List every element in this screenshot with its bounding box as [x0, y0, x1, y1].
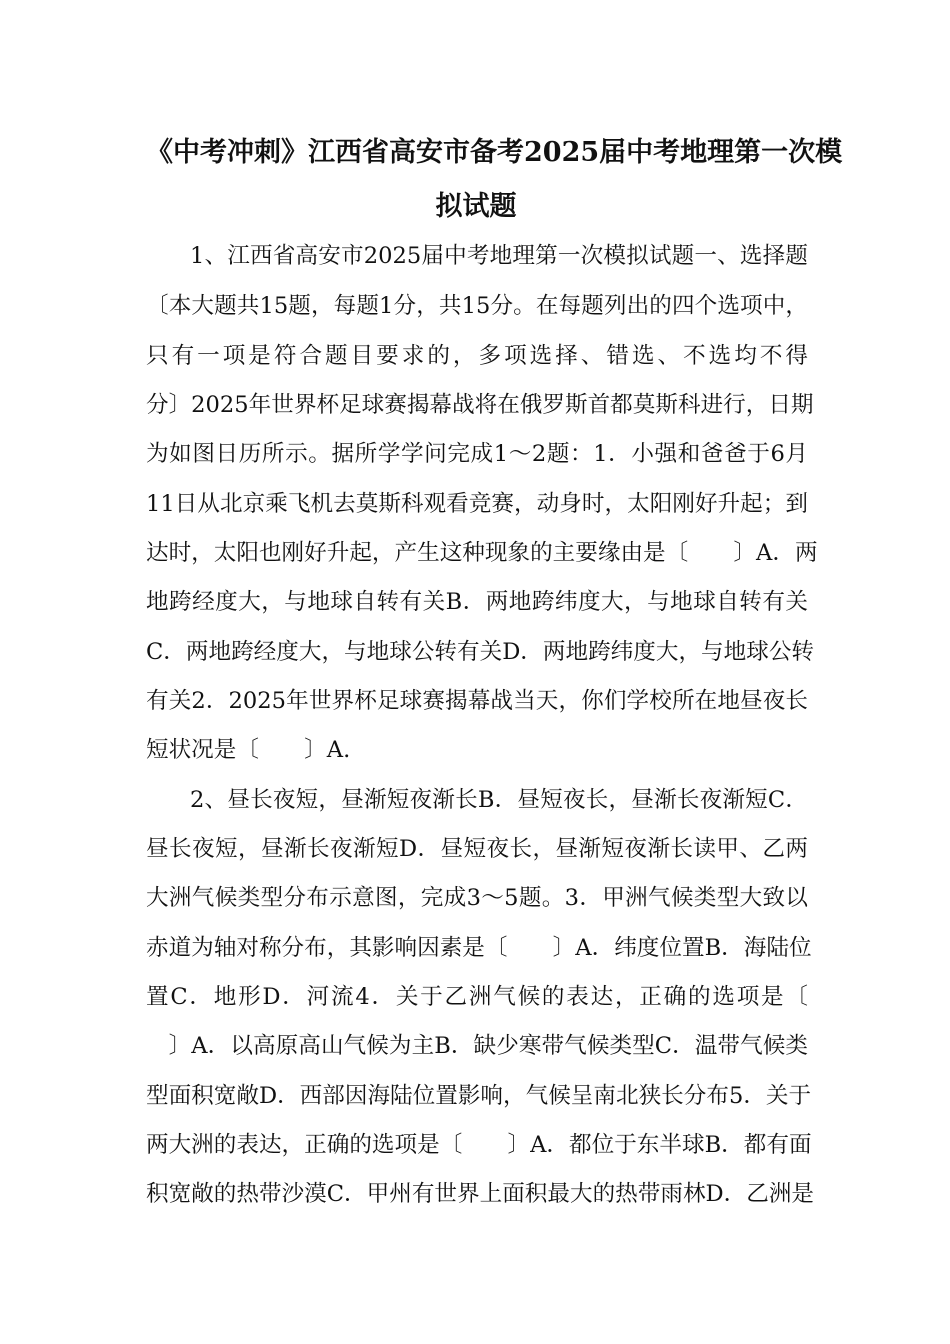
paragraph-line: 短状况是〔 〕A. [146, 737, 351, 763]
paragraph-line: 积宽敞的热带沙漠C．甲州有世界上面积最大的热带雨林D．乙洲是 [146, 1181, 815, 1207]
paragraph-line: 分〕2025年世界杯足球赛揭幕战将在俄罗斯首都莫斯科进行，日期 [146, 392, 814, 418]
paragraph-line: 大洲气候类型分布示意图，完成3～5题。3．甲洲气候类型大致以 [146, 885, 808, 911]
paragraph-line: 两大洲的表达，正确的选项是〔 〕A．都位于东半球B．都有面 [146, 1132, 812, 1158]
paragraph-line: 11日从北京乘飞机去莫斯科观看竞赛，动身时，太阳刚好升起；到 [146, 491, 808, 517]
paragraph-line: 昼长夜短，昼渐长夜渐短D．昼短夜长，昼渐短夜渐长读甲、乙两 [146, 836, 808, 862]
paragraph-line: 为如图日历所示。据所学学问完成1～2题：1．小强和爸爸于6月 [146, 441, 808, 467]
paragraph-line: 只有一项是符合题目要求的，多项选择、错选、不选均不得 [146, 343, 808, 369]
paragraph-line: C．两地跨经度大，与地球公转有关D．两地跨纬度大，与地球公转 [146, 639, 815, 665]
paragraph-line: 置C．地形D．河流4．关于乙洲气候的表达，正确的选项是〔 [146, 984, 808, 1010]
paragraph-line: 〔本大题共15题，每题1分，共15分。在每题列出的四个选项中， [146, 293, 808, 319]
paragraph-line: 有关2．2025年世界杯足球赛揭幕战当天，你们学校所在地昼夜长 [146, 688, 808, 714]
paragraph-line: 2、昼长夜短，昼渐短夜渐长B．昼短夜长，昼渐长夜渐短C． [190, 787, 808, 813]
paragraph-line: 1、江西省高安市2025届中考地理第一次模拟试题一、选择题 [190, 243, 808, 269]
paragraph-line: 赤道为轴对称分布，其影响因素是〔 〕A．纬度位置B．海陆位 [146, 935, 812, 961]
paragraph-line: 达时，太阳也刚好升起，产生这种现象的主要缘由是〔 〕A．两 [146, 540, 818, 566]
document-title-line-1: 《中考冲刺》江西省高安市备考2025届中考地理第一次模 [146, 137, 843, 168]
paragraph-line: 〕A．以高原高山气候为主B．缺少寒带气候类型C．温带气候类 [146, 1033, 808, 1059]
document-title-line-2: 拟试题 [435, 191, 517, 222]
paragraph-line: 地跨经度大，与地球自转有关B．两地跨纬度大，与地球自转有关 [146, 589, 808, 615]
paragraph-line: 型面积宽敞D．西部因海陆位置影响，气候呈南北狭长分布5．关于 [146, 1083, 812, 1109]
